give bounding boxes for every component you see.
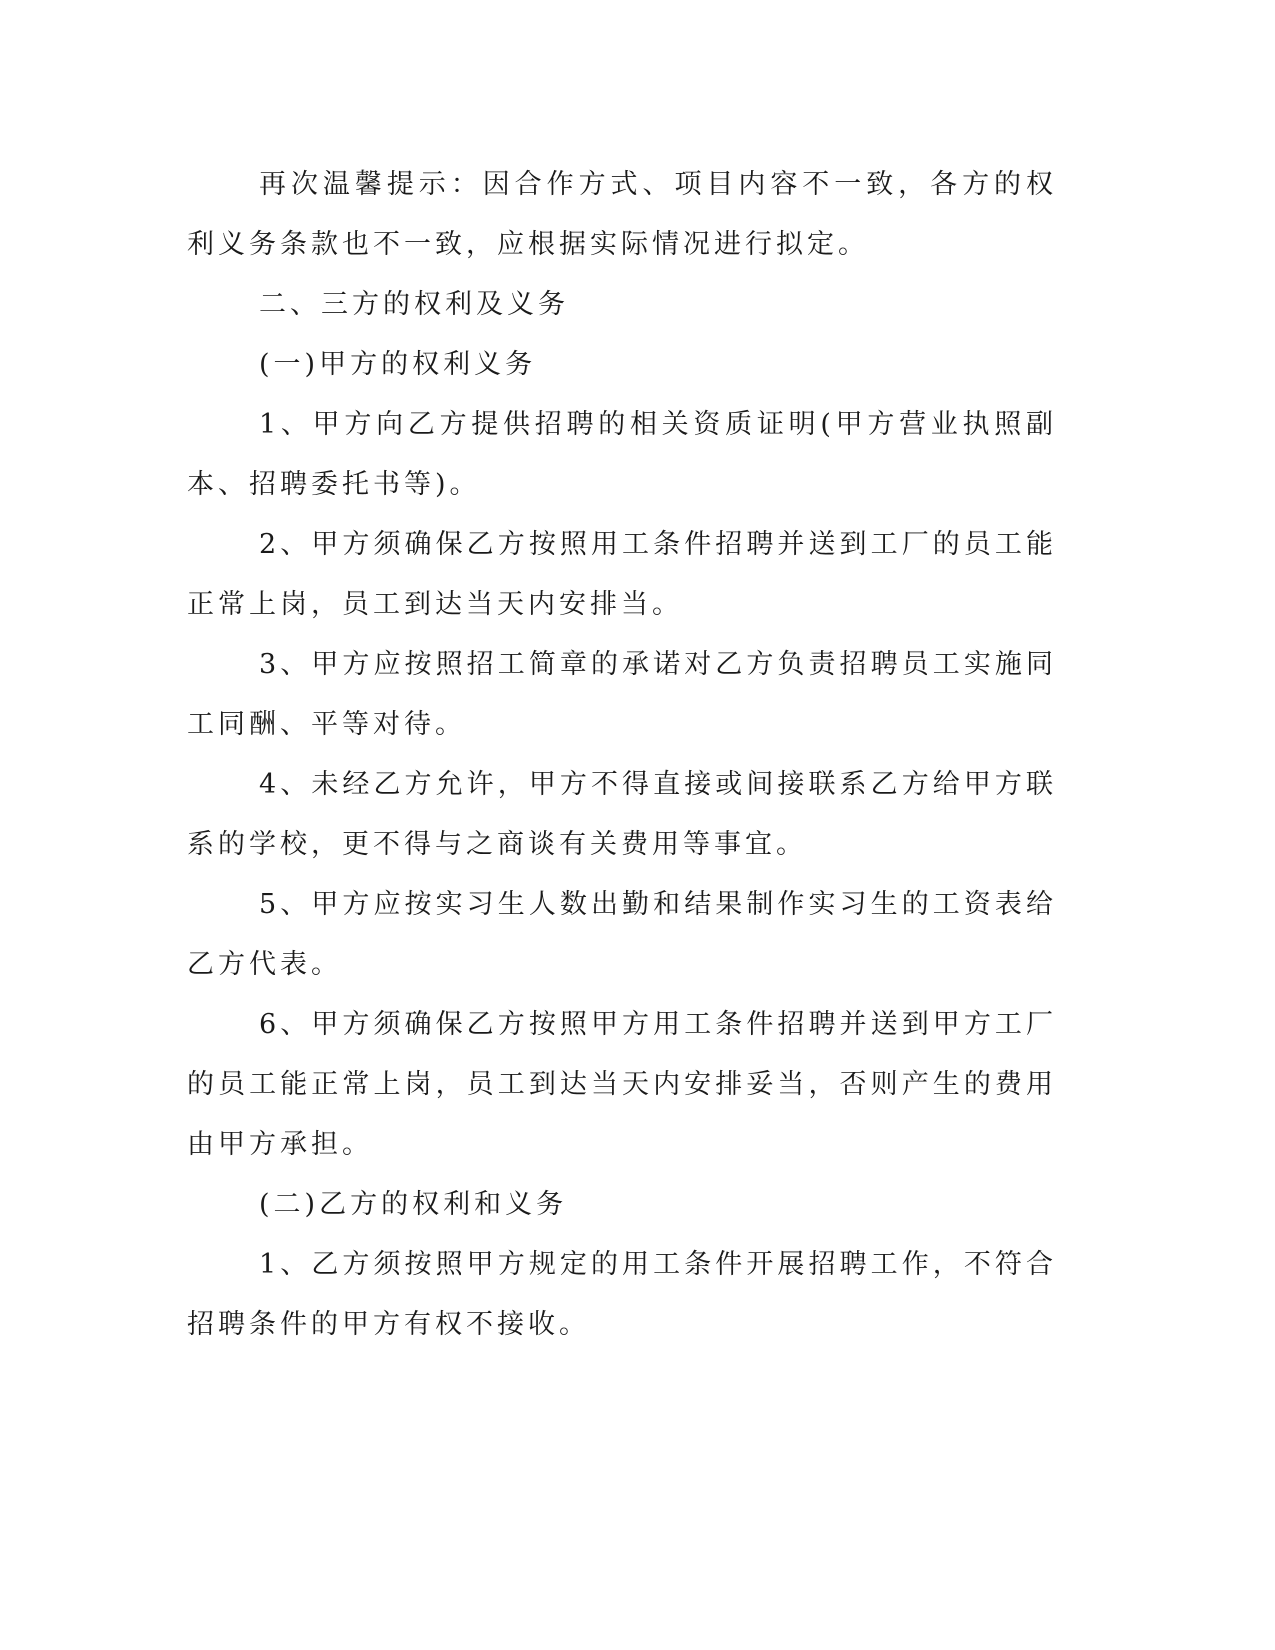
party-b-clause-1: 1、乙方须按照甲方规定的用工条件开展招聘工作，不符合招聘条件的甲方有权不接收。 [187, 1249, 1057, 1340]
party-a-clause-6: 6、甲方须确保乙方按照甲方用工条件招聘并送到甲方工厂的员工能正常上岗，员工到达当天内安排妥当，否则产生的费用由甲方承担。 [187, 1009, 1057, 1160]
section-heading-rights-obligations: 二、三方的权利及义务 [259, 289, 569, 320]
subsection-heading-party-b: (二)乙方的权利和义务 [259, 1189, 568, 1220]
document-body [187, 155, 1057, 1355]
party-a-clause-4: 4、未经乙方允许，甲方不得直接或间接联系乙方给甲方联系的学校，更不得与之商谈有关费用等事宜。 [187, 769, 1057, 860]
party-a-clause-5: 5、甲方应按实习生人数出勤和结果制作实习生的工资表给乙方代表。 [187, 889, 1057, 980]
party-a-clause-1: 1、甲方向乙方提供招聘的相关资质证明(甲方营业执照副本、招聘委托书等)。 [187, 409, 1057, 500]
party-a-clause-2: 2、甲方须确保乙方按照用工条件招聘并送到工厂的员工能正常上岗，员工到达当天内安排当。 [187, 529, 1057, 620]
party-a-clause-3: 3、甲方应按照招工简章的承诺对乙方负责招聘员工实施同工同酬、平等对待。 [187, 649, 1057, 740]
reminder-paragraph: 再次温馨提示：因合作方式、项目内容不一致，各方的权利义务条款也不一致，应根据实际情况进行拟定。 [187, 169, 1057, 260]
subsection-heading-party-a: (一)甲方的权利义务 [259, 349, 537, 380]
